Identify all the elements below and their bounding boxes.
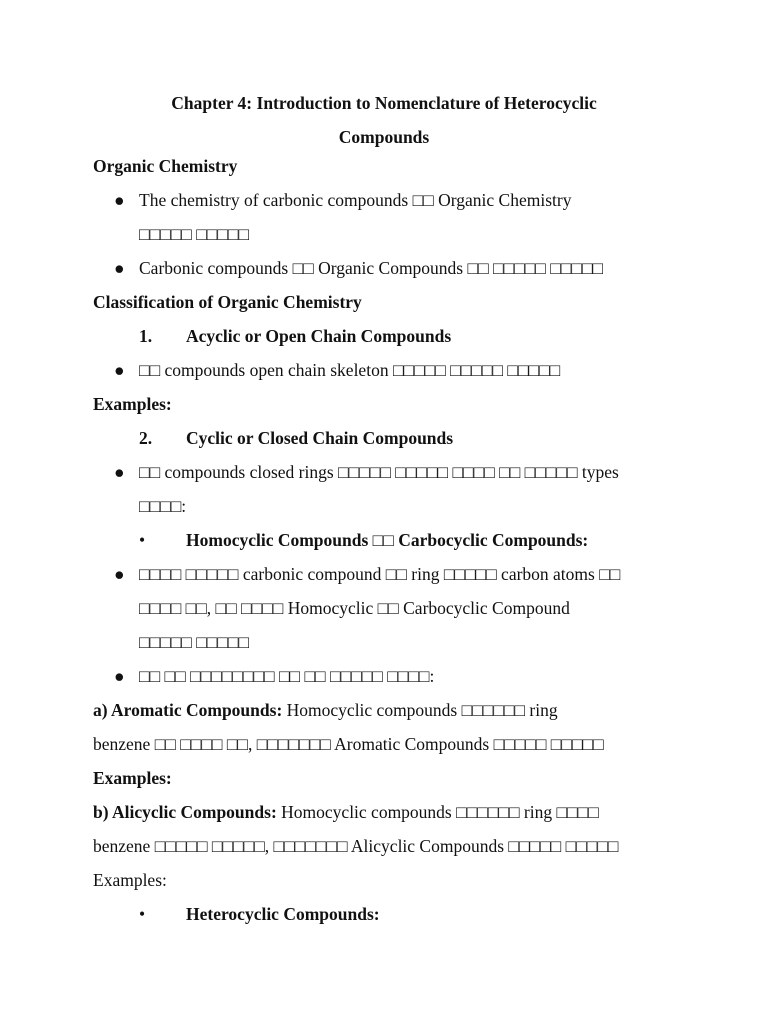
list-item-acyclic: Acyclic or Open Chain Compounds — [186, 326, 452, 346]
bullet-icon: ● — [114, 258, 125, 278]
examples-label-3: Examples: — [93, 870, 167, 890]
alicyclic-paragraph-line-2: benzene □□□□□ □□□□□, □□□□□□□ Alicyclic Compounds □□□□□ □□□□□ — [93, 836, 619, 856]
bullet-2-line-1: Carbonic compounds □□ Organic Compounds □□ □□□□□ □□□□□ — [139, 258, 604, 278]
bullet-5-line-1: □□□□ □□□□□ carbonic compound □□ ring □□□□□ carbon atoms □□ — [139, 564, 621, 584]
bullet-icon: ● — [114, 360, 125, 380]
bullet-1-line-2: □□□□□ □□□□□ — [139, 224, 250, 244]
bullet-5-line-2: □□□□ □□, □□ □□□□ Homocyclic □□ Carbocyclic Compound — [139, 598, 570, 618]
list-number-1: 1. — [139, 326, 153, 346]
small-bullet-icon: • — [139, 530, 146, 550]
bullet-1-line-1: The chemistry of carbonic compounds □□ Organic Chemistry — [139, 190, 572, 210]
bullet-3-line-1: □□ compounds open chain skeleton □□□□□ □□□□□ □□□□□ — [139, 360, 561, 380]
bullet-icon: ● — [114, 190, 125, 210]
aromatic-text: Homocyclic compounds □□□□□□ ring — [282, 700, 558, 720]
list-number-2: 2. — [139, 428, 153, 448]
examples-label-2: Examples: — [93, 768, 172, 788]
bullet-4-line-1: □□ compounds closed rings □□□□□ □□□□□ □□□□ □□ □□□□□ types — [139, 462, 619, 482]
heading-classification: Classification of Organic Chemistry — [93, 292, 362, 312]
subheading-homocyclic: Homocyclic Compounds □□ Carbocyclic Compounds: — [186, 530, 589, 550]
chapter-title-line-1: Chapter 4: Introduction to Nomenclature of Heterocyclic — [171, 93, 597, 113]
list-item-cyclic: Cyclic or Closed Chain Compounds — [186, 428, 454, 448]
bullet-6-line-1: □□ □□ □□□□□□□□ □□ □□ □□□□□ □□□□: — [139, 666, 435, 686]
alicyclic-label: b) Alicyclic Compounds: — [93, 802, 277, 822]
chapter-title-line-2: Compounds — [338, 127, 430, 147]
alicyclic-text: Homocyclic compounds □□□□□□ ring □□□□ — [276, 802, 599, 822]
examples-label-1: Examples: — [93, 394, 172, 414]
heading-organic-chemistry: Organic Chemistry — [93, 156, 238, 176]
aromatic-paragraph-line-2: benzene □□ □□□□ □□, □□□□□□□ Aromatic Compounds □□□□□ □□□□□ — [93, 734, 604, 754]
bullet-icon: ● — [114, 462, 125, 482]
aromatic-paragraph-line-1 — [93, 693, 558, 727]
alicyclic-paragraph-line-1 — [93, 795, 599, 829]
subheading-heterocyclic: Heterocyclic Compounds: — [186, 904, 380, 924]
bullet-4-line-2: □□□□: — [139, 496, 187, 516]
chapter-title — [93, 86, 675, 154]
aromatic-label: a) Aromatic Compounds: — [93, 700, 283, 720]
small-bullet-icon: • — [139, 904, 146, 924]
bullet-icon: ● — [114, 666, 125, 686]
bullet-5-line-3: □□□□□ □□□□□ — [139, 632, 250, 652]
bullet-icon: ● — [114, 564, 125, 584]
